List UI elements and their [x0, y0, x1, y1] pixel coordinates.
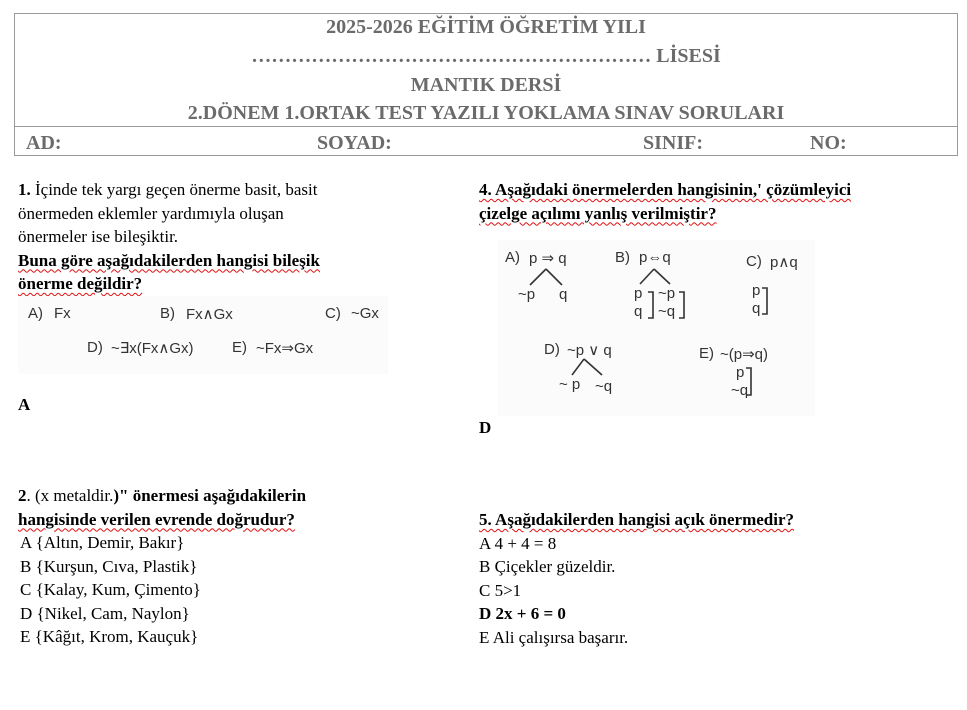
year-line: 2025-2026 EĞİTİM ÖĞRETİM YILI [326, 16, 646, 38]
q4-b-right-bracket [679, 292, 684, 318]
q4-d-formula: ~p ∨ q [567, 342, 612, 359]
q5-question: 5. Aşağıdakilerden hangisi açık önermedir? [479, 510, 794, 529]
q1-question-2: önerme değildir? [18, 274, 143, 293]
q4-d-left: ~ p [559, 376, 581, 393]
q2-number: 2 [18, 486, 27, 505]
q1-text-2: önermeden eklemler yardımıyla oluşan [18, 203, 284, 223]
q2-option-a: A {Altın, Demir, Bakır} [20, 533, 185, 552]
q2-text-1: . (x metaldir. [26, 486, 114, 505]
q4-d-label: D) [544, 341, 560, 358]
q5-option-d: D 2x + 6 = 0 [479, 604, 566, 623]
q4-d-left-branch [572, 359, 584, 375]
q2-option-b: B {Kurşun, Cıva, Plastik} [20, 556, 198, 576]
q4-e-top: p [736, 364, 745, 381]
q2-question: hangisinde verilen evrende doğrudur? [18, 509, 295, 529]
q5-option-a: A 4 + 4 = 8 [479, 533, 557, 553]
q4-b-formula: p⇔q [639, 249, 671, 266]
q4-e-formula: ~(p⇒q) [720, 346, 769, 363]
q4-d-right-branch [584, 359, 602, 375]
school-line: …………………………………………………… LİSESİ [251, 45, 721, 67]
q4-e-label: E) [699, 345, 714, 362]
q1-answer: A [18, 395, 31, 414]
q1-opt-d: ~∃x(Fx∧Gx) [111, 340, 194, 357]
q1-opt-c-label: C) [325, 305, 341, 322]
class-field-label: SINIF: [643, 132, 704, 154]
q1-opt-c: ~Gx [351, 305, 379, 322]
course-line: MANTIK DERSİ [410, 74, 562, 96]
q4-b-right-branch [654, 269, 670, 284]
q1-opt-d-label: D) [87, 339, 103, 356]
q4-question-1: 4. Aşağıdaki önermelerden hangisinin,' çözümleyici [479, 180, 852, 199]
q1-text-3: önermeler ise bileşiktir. [18, 227, 179, 246]
q2-text-2: )" önermesi aşağıdakilerin [113, 486, 307, 505]
q5-option-b: B Çiçekler güzeldir. [479, 557, 616, 576]
q4-b-left-bracket [648, 292, 653, 318]
q4-b-right-top: ~p [658, 285, 676, 302]
surname-field-label: SOYAD: [317, 132, 392, 154]
q4-b-left-bottom: q [634, 303, 643, 320]
q1-options-figure [18, 296, 388, 374]
q4-b-left-branch [640, 269, 654, 284]
q4-b-left-top: p [634, 285, 643, 302]
q4-e-bottom: ~q [731, 382, 749, 399]
q4-c-label: C) [746, 253, 762, 270]
q4-answer: D [479, 418, 492, 437]
exam-line: 2.DÖNEM 1.ORTAK TEST YAZILI YOKLAMA SINAV SORULARI [187, 102, 785, 124]
q4-c-formula: p∧q [770, 254, 798, 271]
q1-line-1 [18, 178, 317, 202]
q4-a-left-branch [530, 269, 546, 285]
q2-line-1 [18, 484, 306, 508]
q1-question-1: Buna göre aşağıdakilerden hangisi bileşik [18, 250, 320, 270]
q4-a-left: ~p [518, 286, 536, 303]
q4-options-figure [498, 240, 815, 416]
q4-d-right: ~q [595, 378, 613, 395]
q4-a-label: A) [505, 249, 520, 266]
q2-option-e: E {Kâğıt, Krom, Kauçuk} [20, 627, 199, 646]
q1-opt-a-label: A) [28, 305, 43, 322]
exam-header [14, 13, 958, 156]
q1-opt-b: Fx∧Gx [186, 306, 233, 323]
q5-option-c: C 5>1 [479, 580, 522, 600]
q5-option-e: E Ali çalışırsa başarır. [479, 627, 629, 647]
number-field-label: NO: [810, 132, 847, 154]
q4-c-bottom: q [752, 300, 761, 317]
q1-number: 1. [18, 180, 31, 199]
q4-a-formula: p ⇒ q [529, 250, 567, 267]
q1-opt-b-label: B) [160, 305, 175, 322]
q4-a-right-branch [546, 269, 562, 285]
q1-opt-e-label: E) [232, 339, 247, 356]
q4-c-top: p [752, 282, 761, 299]
q1-opt-a: Fx [54, 305, 71, 322]
header-divider [15, 126, 957, 127]
q1-opt-e: ~Fx⇒Gx [256, 340, 314, 357]
q2-option-d: D {Nikel, Cam, Naylon} [20, 603, 190, 623]
q4-b-label: B) [615, 249, 630, 266]
q4-a-right: q [559, 286, 568, 303]
name-field-label: AD: [26, 132, 62, 154]
q4-c-bracket [762, 288, 767, 314]
q4-question-2: çizelge açılımı yanlış verilmiştir? [479, 203, 717, 223]
q1-text-1: İçinde tek yargı geçen önerme basit, basit [35, 180, 318, 199]
q2-option-c: C {Kalay, Kum, Çimento} [20, 580, 201, 599]
q4-b-right-bottom: ~q [658, 303, 676, 320]
